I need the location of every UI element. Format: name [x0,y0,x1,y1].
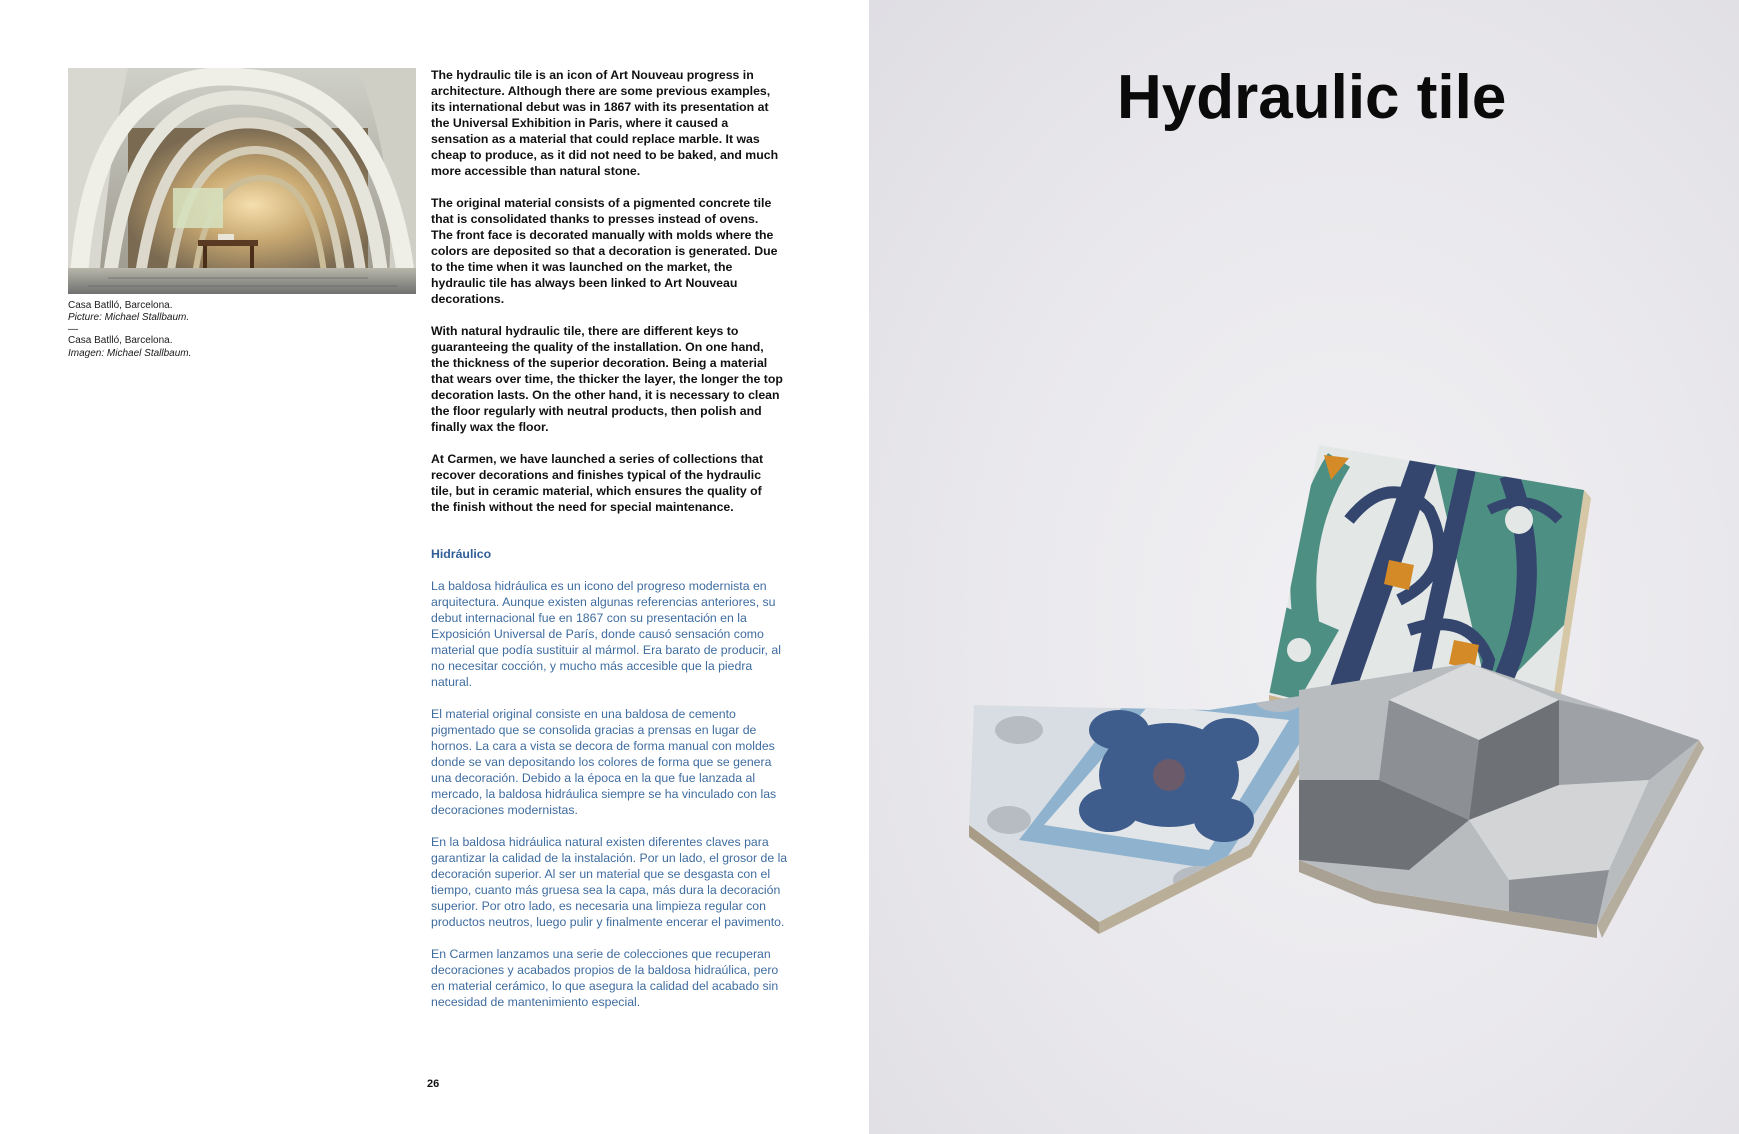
tiles-illustration [869,400,1739,990]
page-number: 26 [427,1078,440,1090]
arch-illustration [68,68,416,294]
photo-caption [68,300,298,360]
english-text-column [431,67,783,531]
english-paragraph: At Carmen, we have launched a series of collections that recover decorations and finishes typical of the hydraulic tile, but in ceramic material, which ensures the quality of the finish without the need for special maintenance. [431,452,764,514]
spanish-paragraph: La baldosa hidráulica es un icono del progreso modernista en arquitectura. Aunque existen algunas referencias anteriores, su debut internacional fue en 1867 con su presentación en la Exposición Universal de París, donde causó sensación como material que podía sustituir al mármol. Era barato de producir, al no necesitar cocción, y mucho más accesible que la piedra natural. [431,579,781,689]
left-page [0,0,869,1134]
casa-batllo-photo [68,68,416,294]
caption-place-es: Casa Batlló, Barcelona. [68,335,173,347]
english-paragraph: The original material consists of a pigmented concrete tile that is consolidated thanks to presses instead of ovens. The front face is decorated manually with molds where the colors are deposited so that a decoration is generated. Due to the time when it was launched on the market, the hydraulic tile has always been linked to Art Nouveau decorations. [431,196,778,306]
caption-place-en: Casa Batlló, Barcelona. [68,300,173,311]
flower-blue-tile [969,685,1341,934]
spanish-text-column [431,578,789,1026]
caption-separator: — [68,324,78,336]
english-paragraph: The hydraulic tile is an icon of Art Nouveau progress in architecture. Although there are some previous examples, its international debut was in 1867 with its presentation at the Universal Exhibition in Paris, where it caused a sensation as a material that could replace marble. It was cheap to produce, as it did not need to be baked, and much more accessible than natural stone. [431,68,779,178]
spanish-heading: Hidráulico [431,547,492,561]
caption-credit-en: Picture: Michael Stallbaum. [68,312,190,324]
spanish-paragraph: En la baldosa hidráulica natural existen diferentes claves para garantizar la calidad de la instalación. Por un lado, el grosor de la decoración superior. Al ser un material que se desgasta con el tiempo, cuanto más gruesa sea la capa, más dura la decoración superior. Por otro lado, es necesaria una limpieza regular con productos neutros, luego pulir y finalmente encerar el pavimento. [431,835,788,929]
english-paragraph: With natural hydraulic tile, there are different keys to guaranteeing the quality of the installation. On one hand, the thickness of the superior decoration. Being a material that wears over time, the thicker the layer, the longer the top decoration lasts. On the other hand, it is necessary to clean the floor regularly with neutral products, then polish and finally wax the floor. [431,324,783,434]
spanish-paragraph: En Carmen lanzamos una serie de colecciones que recuperan decoraciones y acabados propios de la baldosa hidraúlica, pero en material cerámico, lo que asegura la calidad del acabado sin necesidad de mantenimiento especial. [431,947,779,1009]
page-title: Hydraulic tile [1117,63,1507,132]
right-page [869,0,1739,1134]
spanish-paragraph: El material original consiste en una baldosa de cemento pigmentado que se consolida gracias a prensas en lugar de hornos. La cara a vista se decora de forma manual con moldes donde se van depositando los colores de forma que se genera una decoración. Debido a la época en la que fue lanzada al mercado, la baldosa hidráulica siempre se ha vinculado con las decoraciones modernistas. [431,707,777,817]
cube-grey-tile [1299,663,1704,938]
caption-credit-es: Imagen: Michael Stallbaum. [68,347,192,359]
